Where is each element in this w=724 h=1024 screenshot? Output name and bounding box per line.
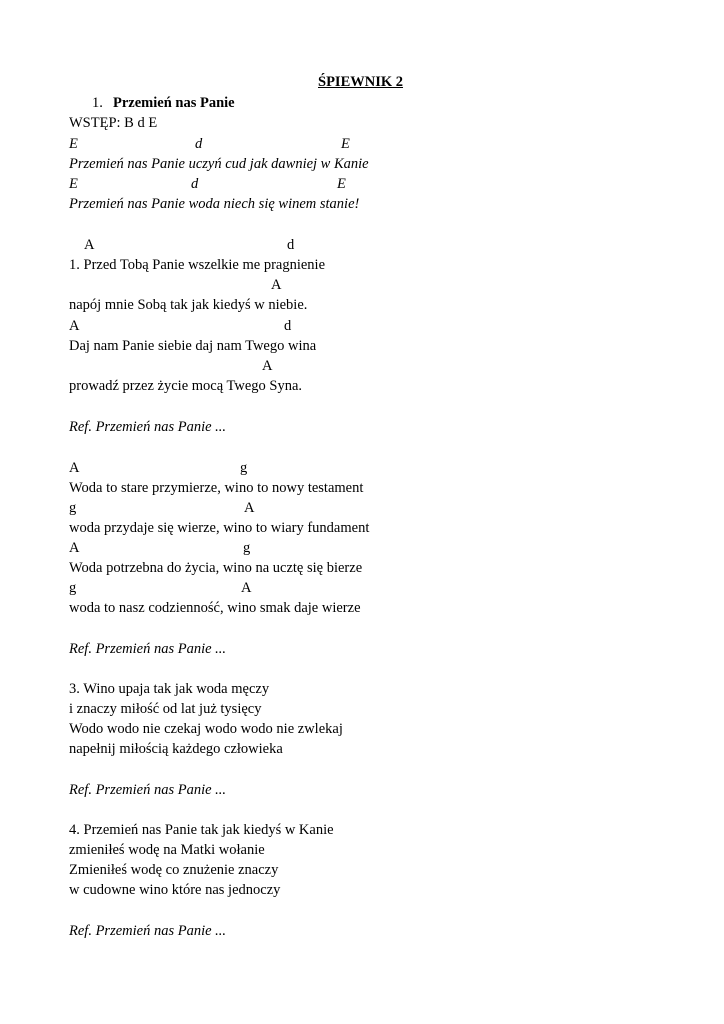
verse-chord: A	[241, 580, 252, 596]
verse-lyric-line: i znaczy miłość od lat już tysięcy	[69, 701, 262, 717]
verse-lyric-line: 3. Wino upaja tak jak woda męczy	[69, 681, 270, 697]
verse-lyric-line: Daj nam Panie siebie daj nam Twego wina	[69, 338, 317, 354]
verse-lyric-line: Woda to stare przymierze, wino to nowy testament	[69, 480, 364, 496]
chorus-chord: d	[191, 176, 199, 192]
verse-lyric-line: woda to nasz codzienność, wino smak daje wierze	[69, 600, 361, 616]
verse-lyric-line: Zmieniłeś wodę co znużenie znaczy	[69, 862, 279, 878]
chorus-chord: E	[337, 176, 346, 192]
refrain-reference: Ref. Przemień nas Panie ...	[69, 419, 227, 435]
verse-chord: A	[69, 540, 80, 556]
chorus-lyric-line: Przemień nas Panie woda niech się winem stanie!	[69, 196, 360, 212]
chorus-chord: E	[69, 176, 78, 192]
intro-chords: WSTĘP: B d E	[69, 115, 158, 131]
page-title: ŚPIEWNIK 2	[318, 74, 404, 90]
refrain-reference: Ref. Przemień nas Panie ...	[69, 641, 227, 657]
chorus-chord: E	[69, 136, 78, 152]
verse-lyric-line: Woda potrzebna do życia, wino na ucztę się bierze	[69, 560, 363, 576]
verse-chord: g	[69, 580, 77, 596]
verse-chord: g	[69, 500, 77, 516]
verse-lyric-line: napełnij miłością każdego człowieka	[69, 741, 283, 757]
verse-lyric-line: napój mnie Sobą tak jak kiedyś w niebie.	[69, 297, 308, 313]
refrain-reference: Ref. Przemień nas Panie ...	[69, 923, 227, 939]
verse-chord: A	[69, 460, 80, 476]
verse-chord: d	[284, 318, 292, 334]
verse-chord: A	[84, 237, 95, 253]
verse-lyric-line: 4. Przemień nas Panie tak jak kiedyś w Kanie	[69, 822, 334, 838]
verse-lyric-line: woda przydaje się wierze, wino to wiary fundament	[69, 520, 370, 536]
verse-chord: d	[287, 237, 295, 253]
verse-lyric-line: prowadź przez życie mocą Twego Syna.	[69, 378, 303, 394]
verse-chord: A	[69, 318, 80, 334]
song-title: Przemień nas Panie	[113, 95, 235, 111]
verse-lyric-line: 1. Przed Tobą Panie wszelkie me pragnienie	[69, 257, 326, 273]
chorus-chord: E	[341, 136, 350, 152]
song-number: 1.	[92, 95, 103, 111]
verse-lyric-line: w cudowne wino które nas jednoczy	[69, 882, 281, 898]
chorus-chord: d	[195, 136, 203, 152]
chorus-lyric-line: Przemień nas Panie uczyń cud jak dawniej w Kanie	[69, 156, 369, 172]
verse-chord: A	[271, 277, 282, 293]
verse-lyric-line: Wodo wodo nie czekaj wodo wodo nie zwlekaj	[69, 721, 343, 737]
verse-chord: g	[243, 540, 251, 556]
verse-chord: A	[244, 500, 255, 516]
verse-lyric-line: zmieniłeś wodę na Matki wołanie	[69, 842, 265, 858]
verse-chord: g	[240, 460, 248, 476]
verse-chord: A	[262, 358, 273, 374]
refrain-reference: Ref. Przemień nas Panie ...	[69, 782, 227, 798]
